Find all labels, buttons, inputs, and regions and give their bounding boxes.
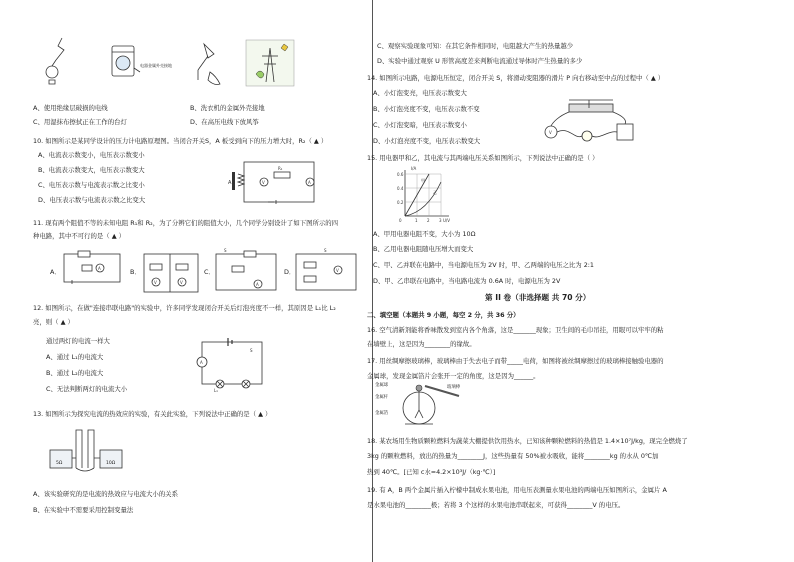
svg-text:R₁: R₁ xyxy=(278,166,283,171)
q9-option-a: A、使用绝缘层破损的电线 xyxy=(33,104,108,112)
q17-line2: 金属球，发现金属箔片会张开一定的角度，这是因为______。 xyxy=(367,372,540,380)
q11-label-b: B． xyxy=(130,268,141,276)
q12-stem-line2: 亮，则（ ▲ ） xyxy=(33,318,74,326)
svg-text:V: V xyxy=(154,280,157,285)
q11-stem-line2: 种电路，其中不可行的是（ ▲ ） xyxy=(33,232,126,240)
q15-stem: 15. 用电器甲和乙，其电流与其两端电压关系如图所示，下列说法中正确的是（ ） xyxy=(367,154,599,162)
svg-text:A: A xyxy=(98,266,101,271)
graph-series-a-label: 甲 xyxy=(421,178,425,183)
svg-text:V: V xyxy=(262,180,265,185)
q9-image-washing-machine xyxy=(106,42,140,82)
q18-line1: 18. 某农场用生物质颗粒燃料为蔬菜大棚提供饮用热水，已知该种颗粒燃料的热值是 1.4×10⁷J/kg，现完全燃烧了 xyxy=(367,437,688,445)
q9-option-b: B、洗衣机的金属外壳接地 xyxy=(190,104,265,112)
svg-text:A: A xyxy=(256,282,259,287)
q17-label-foil: 金属箔 xyxy=(375,411,389,416)
part-2-title: 第 II 卷（非选择题 共 70 分） xyxy=(485,293,591,302)
graph-x-tick-1: 2 xyxy=(427,218,430,223)
q10-option-a: A、电流表示数变小，电压表示数变小 xyxy=(38,151,145,159)
q15-option-c: C、甲、乙并联在电路中，当电源电压为 2V 时，甲、乙两端的电压之比为 2:1 xyxy=(373,261,594,269)
q19-line1: 19. 有 A，B 两个金属片插入柠檬中制成水果电池，用电压表测量水果电池的两端电压如图所示，金属片 A xyxy=(367,486,667,494)
q14-circuit-picture xyxy=(539,96,639,148)
q14-stem: 14. 如图所示电路，电源电压恒定，闭合开关 S，将滑动变阻器的滑片 P 向右移动至中点的过程中（ ▲ ） xyxy=(367,74,665,82)
q18-line3: 热到 40℃。[已知 c水=4.2×10³J/（kg·℃）] xyxy=(367,468,496,476)
q16-line1: 16. 空气清新剂能将香味散发到室内各个角落，这是_______现象；卫生间的毛巾吊挂，用眼可以牢牢的粘 xyxy=(367,326,664,334)
q18-line2: 3kg 的颗粒燃料，放出的热量为________J，这些热量有 50%被水吸收，能将________kg 的水从 0℃加 xyxy=(367,452,659,460)
q12-option-c: C、无法判断两灯的电流大小 xyxy=(46,385,128,393)
q14-option-d: D、小灯泡亮度不变，电压表示数变大 xyxy=(373,137,481,145)
q10-stem: 10. 如图所示是某同学设计的压力计电路原理图。当闭合开关S，A 板受到向下的压力增大时，R₂（ ▲ ） xyxy=(33,137,328,145)
q17-electroscope xyxy=(381,382,477,430)
q13-box-1-label: 5Ω xyxy=(56,461,63,466)
svg-text:V: V xyxy=(336,268,339,273)
graph-y-tick-3: 0 xyxy=(399,218,402,223)
q9-option-d: D、在高压电线下放风筝 xyxy=(190,118,259,126)
graph-y-tick-2: 0.2 xyxy=(397,200,404,205)
q13-option-a: A、该实验研究的是电流的热效应与电流大小的关系 xyxy=(33,490,178,498)
q11-label-d: D． xyxy=(284,268,296,276)
q12-circuit-diagram xyxy=(190,336,270,392)
graph-y-tick-1: 0.4 xyxy=(397,186,404,191)
q9-option-c: C、用湿抹布擦拭正在工作的台灯 xyxy=(33,118,127,126)
q12-option-b: B、通过 L₂的电流大 xyxy=(46,369,104,377)
q11-circuit-b xyxy=(142,250,202,296)
svg-text:V: V xyxy=(549,130,552,135)
graph-x-tick-2: 3 xyxy=(439,218,442,223)
q15-iu-graph xyxy=(397,166,457,224)
q11-circuit-d xyxy=(294,248,360,294)
q12-option-0: 通过两灯的电流一样大 xyxy=(46,337,110,345)
graph-series-b-label: 乙 xyxy=(433,190,437,195)
q10-option-b: B、电流表示数变大，电压表示数变大 xyxy=(38,166,145,174)
q13-option-c: C、观察实验现象可知：在其它条件相同时，电阻越大产生的热量越少 xyxy=(377,42,574,50)
q9-image-b-caption: 电器金属外壳接地 xyxy=(140,63,172,68)
q11-stem-line1: 11. 现有两个阻值不等的未知电阻 R₁和 R₂，为了分辨它们的阻值大小，几个同学分别设计了如下图所示的四 xyxy=(33,219,339,227)
q13-heating-apparatus xyxy=(48,424,128,476)
q14-option-c: C、小灯泡变暗，电压表示数变小 xyxy=(373,121,467,129)
q11-label-c: C． xyxy=(204,268,215,276)
q10-circuit-diagram xyxy=(228,158,328,206)
q15-option-b: B、乙用电器电阻随电压增大而变大 xyxy=(373,245,474,253)
q17-label-glass-rod: 玻璃棒 xyxy=(447,385,461,390)
q9-image-lamp xyxy=(184,40,224,88)
svg-text:A: A xyxy=(308,180,311,185)
q17-label-ball: 金属球 xyxy=(375,383,389,388)
q14-option-a: A、小灯泡变亮，电压表示数变大 xyxy=(373,89,467,97)
q13-box-2-label: 10Ω xyxy=(106,461,116,466)
svg-text:S: S xyxy=(224,248,227,253)
svg-text:L₁: L₁ xyxy=(214,388,218,393)
q15-option-a: A、甲用电器电阻不变，大小为 10Ω xyxy=(373,230,476,238)
q11-label-a: A． xyxy=(50,268,61,276)
q13-option-b: B、在实验中不需要采用控制变量法 xyxy=(33,506,134,514)
svg-text:S: S xyxy=(250,348,253,353)
q17-label-rod: 金属杆 xyxy=(375,395,389,400)
q14-option-b: B、小灯泡亮度不变，电压表示数不变 xyxy=(373,105,480,113)
right-column xyxy=(367,0,794,562)
q13-option-d: D、实验中通过观察 U 形管高度差来判断电流通过导体时产生热量的多少 xyxy=(377,57,583,65)
graph-y-label: I/A xyxy=(411,166,417,171)
q11-circuit-c xyxy=(214,248,280,294)
q10-option-c: C、电压表示数与电流表示数之比变小 xyxy=(38,181,145,189)
left-column xyxy=(0,0,372,562)
q17-line1: 17. 用丝绸摩擦玻璃棒，玻璃棒由于失去电子而带_____电荷，如图将被丝绸摩擦过的玻璃棒接触验电器的 xyxy=(367,357,664,365)
graph-x-tick-0: 1 xyxy=(415,218,418,223)
svg-text:V: V xyxy=(180,280,183,285)
graph-y-tick-0: 0.6 xyxy=(397,172,404,177)
q15-option-d: D、甲、乙串联在电路中，当电路电流为 0.6A 时，电源电压为 2V xyxy=(373,277,561,285)
svg-text:S: S xyxy=(324,248,327,253)
q19-line2: 是水果电池的________极；若将 3 个这样的水果电池串联起来，可获得________V 的电压。 xyxy=(367,501,625,509)
svg-text:A: A xyxy=(200,360,203,365)
q13-stem: 13. 如图所示为探究电流的热效应的实验，有关此实验，下列说法中正确的是（ ▲ ） xyxy=(33,410,272,418)
q9-image-broken-wire xyxy=(40,36,72,88)
q12-option-a: A、通过 L₁的电流大 xyxy=(46,353,104,361)
q12-stem-line1: 12. 如图所示，在做"连接串联电路"的实验中，许多同学发现闭合开关后灯泡亮度不一样，其原因是 L₁比 L₂ xyxy=(33,304,336,312)
q11-circuit-a xyxy=(62,250,124,286)
svg-text:A: A xyxy=(228,180,232,186)
q16-line2: 在墙壁上，这是因为________的缘故。 xyxy=(367,340,476,348)
q9-image-kite-high-voltage xyxy=(244,38,296,88)
part-2-subtitle: 二、填空题（本题共 9 小题，每空 2 分，共 36 分） xyxy=(367,311,520,319)
q10-option-d: D、电压表示数与电流表示数之比变大 xyxy=(38,196,146,204)
graph-x-label: U/V xyxy=(443,218,451,223)
